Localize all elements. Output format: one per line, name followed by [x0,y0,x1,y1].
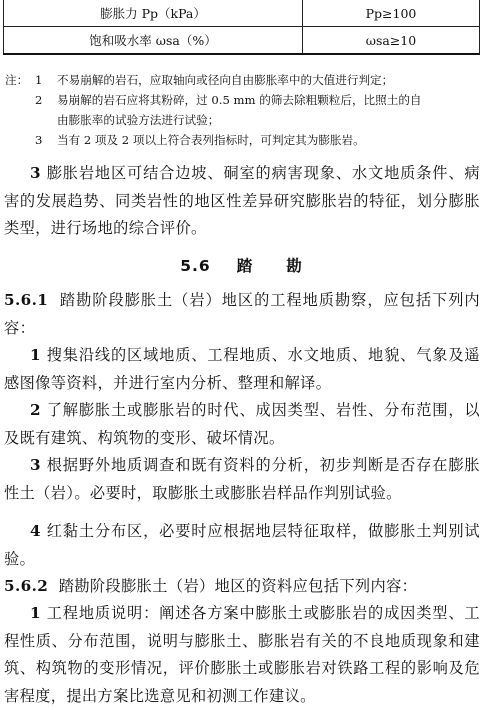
clause-item-1 [4,342,480,397]
note-item-continuation [5,110,479,130]
item-number: 1 [30,604,41,622]
note-item [5,130,479,150]
note-text: 易崩解的岩石应将其粉碎，过 0.5 mm 的筛去除粗颗粒后，比照土的自 [57,93,422,107]
item-text: 工程地质说明：阐述各方案中膨胀土或膨胀岩的成因类型、工程性质、分布范围，说明与膨胀土、膨胀岩有关的不良地质现象和建筑、构筑物的变形情况，评价膨胀土或膨胀岩对铁路工程的影响及危害程度，提出方案比选意见和初测工作建议。 [4,604,480,705]
section-heading [0,254,483,276]
item-text: 了解膨胀土或膨胀岩的时代、成因类型、岩性、分布范围，以及既有建筑、构筑物的变形、破坏情况。 [4,401,480,447]
clause-5-6-2 [4,573,480,601]
clause-item-1 [4,600,480,710]
note-text: 当有 2 项及 2 项以上符合表列指标时，可判定其为膨胀岩。 [57,133,365,147]
table-notes [5,70,479,150]
table-cell-criterion: ωsa≥10 [303,27,480,55]
item-text: 根据野外地质调查和既有资料的分析，初步判断是否存在膨胀性土（岩）。必要时，取膨胀土或膨胀岩样品作判别试验。 [4,456,480,502]
note-number: 3 [35,133,43,147]
clause-item-4 [4,518,480,573]
clause-number: 5.6.1 [4,291,49,309]
item-number: 3 [30,164,41,182]
note-number: 1 [35,73,43,87]
note-number: 2 [35,93,43,107]
note-item [5,70,479,90]
clause-item-3 [4,452,480,507]
table-row [4,27,480,55]
table-row [4,0,480,27]
item-number: 2 [30,401,41,419]
section-title: 踏 勘 [236,257,303,275]
note-text: 不易崩解的岩石，应取轴向或径向自由膨胀率中的大值进行判定； [57,73,394,87]
table-cell-label: 饱和吸水率 ωsa（%） [4,27,303,55]
clause-text: 踏勘阶段膨胀土（岩）地区的工程地质勘察，应包括下列内容： [4,291,480,337]
clause-item-2 [4,397,480,452]
paragraph-text: 膨胀岩地区可结合边坡、硐室的病害现象、水文地质条件、病害的发展趋势、同类岩性的地区性差异研究膨胀岩的特征，划分膨胀类型，进行场地的综合评价。 [4,164,480,238]
note-item [5,90,479,110]
item-number: 1 [30,346,41,364]
clause-text: 踏勘阶段膨胀土（岩）地区的资料应包括下列内容： [58,577,418,595]
clause-number: 5.6.2 [4,577,49,595]
item-text: 红黏土分布区，必要时应根据地层特征取样，做膨胀土判别试验。 [4,522,480,568]
item-number: 4 [30,522,41,540]
clause-5-6-1 [4,287,480,342]
swelling-rock-criteria-table [3,0,480,55]
table-cell-label: 膨胀力 Pp（kPa） [4,0,303,27]
item-number: 3 [30,456,41,474]
note-prefix: 注： [5,73,29,87]
paragraph-item-3 [4,160,480,243]
table-cell-criterion: Pp≥100 [303,0,480,27]
note-text: 由膨胀率的试验方法进行试验； [57,113,220,127]
section-number: 5.6 [180,257,211,275]
item-text: 搜集沿线的区域地质、工程地质、水文地质、地貌、气象及遥感图像等资料，并进行室内分析、整理和解译。 [4,346,480,392]
